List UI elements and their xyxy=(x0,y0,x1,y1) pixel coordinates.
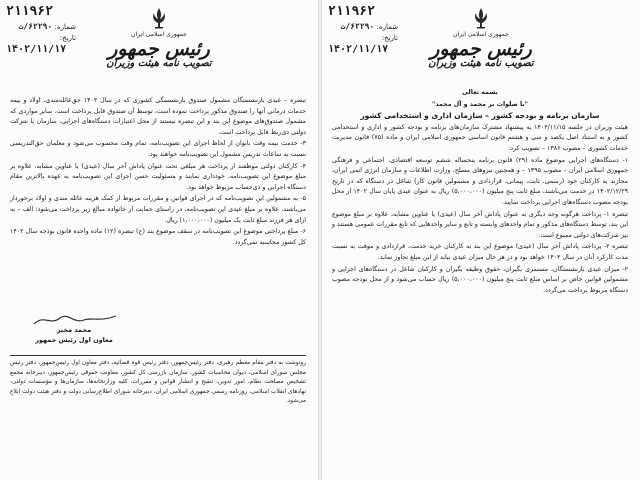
cabinet-subtitle: تصویب نامه هیئت وزیران xyxy=(428,58,534,69)
document-page-right xyxy=(322,0,640,480)
addressee: سازمان برنامه و بودجه کشور – سازمان اداری و استخدامی کشور xyxy=(360,111,600,121)
shomareh-value: ۶۲۲۹۰/ت xyxy=(18,22,53,31)
document-body xyxy=(10,96,306,249)
republic-label: جمهوری اسلامی ایران xyxy=(131,31,187,38)
document-body xyxy=(332,88,628,297)
letter-date: ۱۴۰۲/۱۱/۱۷ xyxy=(328,44,389,55)
president-title: رئیس جمهور xyxy=(430,38,532,60)
letter-number: ۲۱۱۹۶۲ xyxy=(6,4,53,19)
paragraph: هیئت وزیران در جلسه ۱۴۰۲/۱۱/۱۵ به پیشنهاد مشترک سازمان‌های برنامه و بودجه کشور و اداری و استخدامی کشور و به استناد اصل یکصد و سی و هشتم قانون اساسی جمهوری اسلامی ایران و ماده (۷۵) قانون مدیریت خدمات کشوری – مصوب ۱۳۸۶ – تصویب کرد: xyxy=(332,123,628,152)
letter-number: ۲۱۱۹۶۲ xyxy=(328,4,375,19)
paragraph: ۳- خدمت نیمه وقت بانوان از لحاظ اجرای این تصویب‌نامه، تمام وقت محسوب می‌شود و معلمان حق‌التدریسی نسبت به ساعات تدریس مشمول این تصویب‌نامه خواهند بود. xyxy=(10,140,306,158)
signer-name: محمد مخبر xyxy=(56,326,92,334)
tarikh-row: تاریخ: xyxy=(59,34,76,42)
shomareh-value: ۶۲۲۹۰/ت xyxy=(340,22,375,31)
paragraph: ۵- به مشمولین این تصویب‌نامه که در اجرای قوانین و مقررات مربوط از کمک هزینه عائله مندی و اولاد برخوردار می‌باشند، علاوه بر مبلغ عیدی این تصویب‌نامه، در راستای حمایت از خانواده مبالغ زیر پرداخت می‌شود: الف – به ازای هر فرزند مبلغ ثابت یک میلیون (۱،۰۰۰،۰۰۰) ریال. xyxy=(10,195,306,224)
letter-date: ۱۴۰۲/۱۱/۱۷ xyxy=(6,44,67,55)
signer-title: معاون اول رئیس جمهور xyxy=(35,336,113,344)
letterhead xyxy=(322,6,640,69)
divider xyxy=(10,355,306,356)
shomareh-row: شماره: ۶۲۲۹۰/ت xyxy=(340,22,398,31)
cabinet-subtitle: تصویب نامه هیئت وزیران xyxy=(106,58,212,69)
republic-label: جمهوری اسلامی ایران xyxy=(453,31,509,38)
shomareh-label: شماره xyxy=(56,23,76,31)
paragraph: ۲- میزان عیدی بازنشستگان، مستمری بگیران، حقوق وظیفه بگیران و کارکنان شاغل در دستگاه‌های اجرایی و مشمولین قوانین خاص بر اساس مبلغ ثابت پنج میلیون (۵،۰۰۰،۰۰۰) ریال حساب می‌شود و از محل بودجه مصوب دستگاه مربوط پرداخت می‌گردد. xyxy=(332,265,628,294)
paragraph: تبصره – عیدی بازنشستگان مشمول صندوق بازنشستگی کشوری که در سال ۱۴۰۲ حق‌عائله‌مندی، اولاد و بیمه خدمات درمانی آنها را صندوق مذکور پرداخت نموده است، توسط آن صندوق قابل پرداخت است. سایر مواردی که مشمول صندوق‌های موضوع این بند و این تبصره نیستند از محل اعتبارات دستگاه‌های اجرایی، سازمان یا شرکت دولتی ذی‌ربط قابل پرداخت است. xyxy=(10,97,306,136)
iran-emblem-icon xyxy=(469,6,493,30)
letterhead xyxy=(0,6,318,69)
paragraph: ۶- مبلغ پرداختی موضوع این تصویب‌نامه در سقف موضوع بند (ج) تبصره (۱۲) ماده واحده قانون بودجه سال ۱۴۰۲ کل کشور محاسبه نمی‌گردد. xyxy=(10,228,306,246)
document-page-left xyxy=(0,0,318,480)
tarikh-label: تاریخ xyxy=(62,34,76,42)
paragraph: تبصره ۱- پرداخت هرگونه وجه دیگری به عنوان پاداش آخر سال (عیدی) یا عناوین مشابه، علاوه بر مبلغ موضوع این بند، توسط دستگاه‌های مذکور و تمام واحدهای وابسته و تابع و سایر واحدهایی که تابع مقررات عمومی هستند و نیز شرکت‌های دولتی ممنوع است. xyxy=(332,210,628,239)
distribution-text: رونوشت به دفتر مقام معظم رهبری، دفتر رئیس‌جمهور، دفتر رئیس قوه قضائیه، دفتر معاون اول رئیس‌جمهور، دفتر رئیس مجلس شورای اسلامی، دیوان محاسبات کشور، سازمان بازرسی کل کشور، معاونت حقوقی رئیس‌جمهور، دبیرخانه مجمع تشخیص مصلحت نظام، امور تدوین، تنقیح و انتشار قوانین و مقررات، کلیه وزارتخانه‌ها، سازمان‌ها و مؤسسات دولتی، نهادهای انقلاب اسلامی، روزنامه رسمی جمهوری اسلامی ایران، دبیرخانه شورای اطلاع‌رسانی دولت و دفتر هیئت دولت ابلاغ می‌شود. xyxy=(10,360,306,405)
distribution-list xyxy=(10,352,306,408)
bismillah: بسمه تعالی xyxy=(461,89,499,96)
shomareh-row: شماره: ۶۲۲۹۰/ت xyxy=(18,22,76,31)
salavat: "با صلوات بر محمد و آل محمد" xyxy=(432,100,528,108)
iran-emblem-icon xyxy=(147,6,171,30)
tarikh-row: تاریخ: xyxy=(381,34,398,42)
paragraph: ۴- کارکنان دولتی موظفند از پرداخت هر مبلغی تحت عنوان پاداش آخر سال (عیدی) یا عناوین مشابه، علاوه بر مبلغ موضوع این تصویب‌نامه، خودداری نمایند و مسئولیت حسن اجرای این تصویب‌نامه به عهده بالاترین مقام دستگاه اجرایی و ذی‌حساب مربوط خواهد بود. xyxy=(10,162,306,191)
paragraph: ۱- دستگاه‌های اجرایی موضوع ماده (۲۹) قانون برنامه پنجساله ششم توسعه اقتصادی، اجتماعی و فرهنگی جمهوری اسلامی ایران – مصوب ۱۳۹۵ – و همچنین نیروهای مسلح، وزارت اطلاعات و سازمان انرژی اتمی ایران، مجازند به کارکنان خود (رسمی، ثابت، پیمانی، قراردادی و مشمولین قانون کار) شاغل در دستگاه که در تاریخ ۱۴۰۲/۱۲/۲۹ در خدمت می‌باشند، مبلغ ثابت پنج میلیون (۵،۰۰۰،۰۰۰) ریال به عنوان عیدی پایان سال ۱۴۰۲ از محل بودجه مصوب دستگاه‌های اجرایی پرداخت نمایند. xyxy=(332,156,629,206)
tarikh-label: تاریخ xyxy=(384,34,398,42)
shomareh-label: شماره xyxy=(378,23,398,31)
paragraph: تبصره ۲- پرداخت پاداش آخر سال (عیدی) موضوع این بند به کارکنان خرید خدمت، قراردادی و موقت به نسبت مدت کارکرد آنان در سال ۱۴۰۲ خواهد بود و در هر حال میزان عیدی نباید از این مبلغ تجاوز نماید. xyxy=(332,243,629,261)
president-title: رئیس جمهور xyxy=(108,38,210,60)
